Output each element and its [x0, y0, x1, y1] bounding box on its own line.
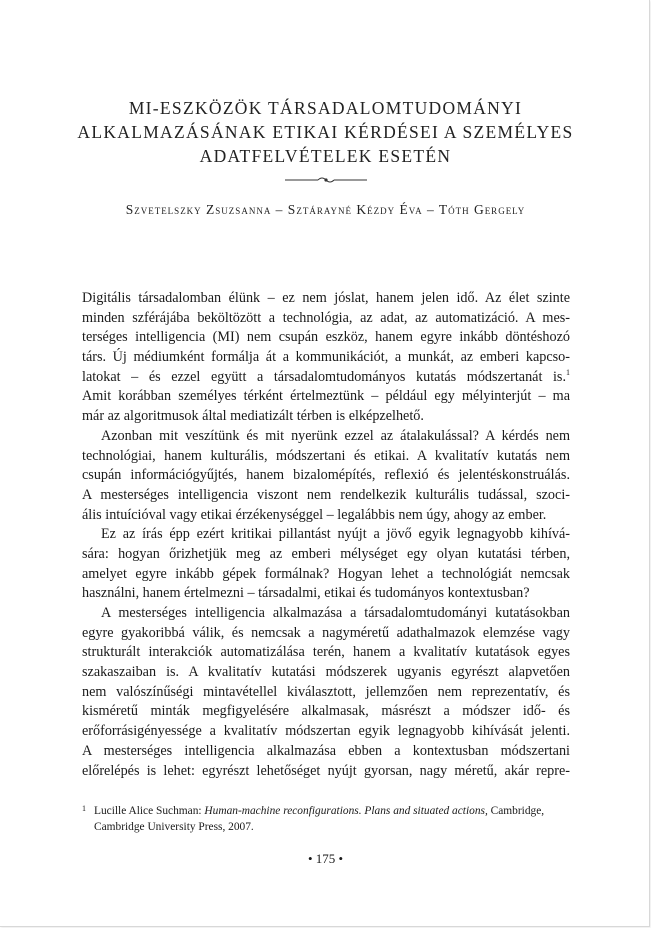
- body-line: amelyet egyre inkább gépek formálnak? Hogyan lehet a technológiát nemcsak: [82, 565, 570, 582]
- authors-line: Szvetelszky Zsuzsanna – Sztárayné Kézdy Éva – Tóth Gergely: [125, 202, 526, 217]
- body-text: [82, 289, 570, 781]
- body-line: szakaszaiban is. A kvalitatív kutatási módszerek ugyanis egyrészt alapvetően: [82, 664, 570, 681]
- body-line-with-note: [82, 368, 570, 388]
- footnote-line: Cambridge University Press, 2007.: [94, 821, 254, 833]
- title-line: ADATFELVÉTELEK ESETÉN: [199, 146, 452, 166]
- body-line: Amit korábban személyes térként értelmeztünk – például egy mélyinterjút – ma: [82, 388, 570, 405]
- footnote-mark: 1: [82, 804, 86, 813]
- footnote-line: [82, 801, 570, 819]
- body-line: Digitális társadalomban élünk – ez nem jóslat, hanem jelen idő. Az élet szinte: [82, 290, 570, 306]
- body-line: csupán információgyűjtés, hanem bizalomépítés, reflexió és jelentéskonstruálás.: [82, 467, 570, 484]
- body-line: használni, hanem értelmezni – társadalmi, etikai és tudományos kontextusban?: [82, 585, 530, 602]
- body-line: Azonban mit veszítünk és mit nyerünk ezzel az átalakulással? A kérdés nem: [101, 427, 570, 444]
- body-line: társ. Új médiumként formálja át a kommunikációt, a munkát, az emberi kapcso-: [82, 349, 570, 366]
- body-line: strukturált interakciók automatizálása terén, hanem a kvalitatív kutatások egyes: [82, 644, 570, 661]
- body-line: technológiai, hanem kulturális, módszertani és etikai. A kvalitatív kutatás nem: [82, 447, 570, 464]
- footnote-author: Lucille Alice Suchman:: [94, 805, 202, 817]
- body-line: A mesterséges intelligencia alkalmazása ebben a kontextusban módszertani: [82, 742, 570, 759]
- body-line: terséges intelligencia (MI) nem csupán eszköz, hanem egyre inkább döntéshozó: [82, 329, 570, 346]
- title-line: ALKALMAZÁSÁNAK ETIKAI KÉRDÉSEI A SZEMÉLYES: [77, 122, 574, 142]
- body-line: nem valószínűségi mintavétellel kiválasztott, jellemzően nem reprezentatív, és: [82, 683, 570, 700]
- body-line: egyre gyakoribbá válik, és nemcsak a nagyméretű adathalmazok elemzése vagy: [82, 624, 570, 641]
- body-line: már az algoritmusok által mediatizált térben is elképzelhető.: [82, 408, 424, 425]
- body-line: előrelépés is lehet: egyrészt lehetőséget nyújt gyorsan, nagy méretű, akár repre-: [82, 762, 570, 779]
- body-line: erőforrásigényessége a kvalitatív módszertan egyik legnagyobb kihívását jelenti.: [82, 723, 570, 740]
- chapter-title: [60, 96, 591, 168]
- body-line: A mesterséges intelligencia viszont nem rendelkezik kulturális tudással, szoci-: [82, 486, 570, 503]
- footnote-reference[interactable]: 1: [566, 367, 570, 377]
- body-line: minden szférájába beköltözött a technológia, az adat, az automatizáció. A mes-: [82, 309, 570, 326]
- body-line: sára: hogyan őrizhetjük meg az emberi mélységet egy olyan kutatási térben,: [82, 545, 570, 562]
- title-line: MI-ESZKÖZÖK TÁRSADALOMTUDOMÁNYI: [128, 98, 523, 118]
- footnote-place: Cambridge,: [490, 805, 545, 817]
- body-line: kisméretű minták megfigyelésére alkalmasak, másrészt a módszer idő- és: [82, 703, 570, 720]
- body-line: A mesterséges intelligencia alkalmazása a társadalomtudományi kutatásokban: [101, 605, 570, 621]
- body-line-text: latokat – és ezzel együtt a társadalomtudományos kutatás módszertanát is.: [82, 368, 566, 385]
- footnote-work-title: Human-machine reconfigurations. Plans and situated actions,: [204, 805, 488, 817]
- ornament-divider-icon: [285, 176, 367, 184]
- footnote: [82, 801, 570, 835]
- body-line: ális intuícióval vagy etikai érzékenységgel – legalábbis nem úgy, ahogy az ember.: [82, 506, 547, 523]
- page-number: • 175 •: [307, 851, 344, 866]
- body-line: Ez az írás épp ezért kritikai pillantást nyújt a jövő egyik legnagyobb kihívá-: [101, 526, 570, 543]
